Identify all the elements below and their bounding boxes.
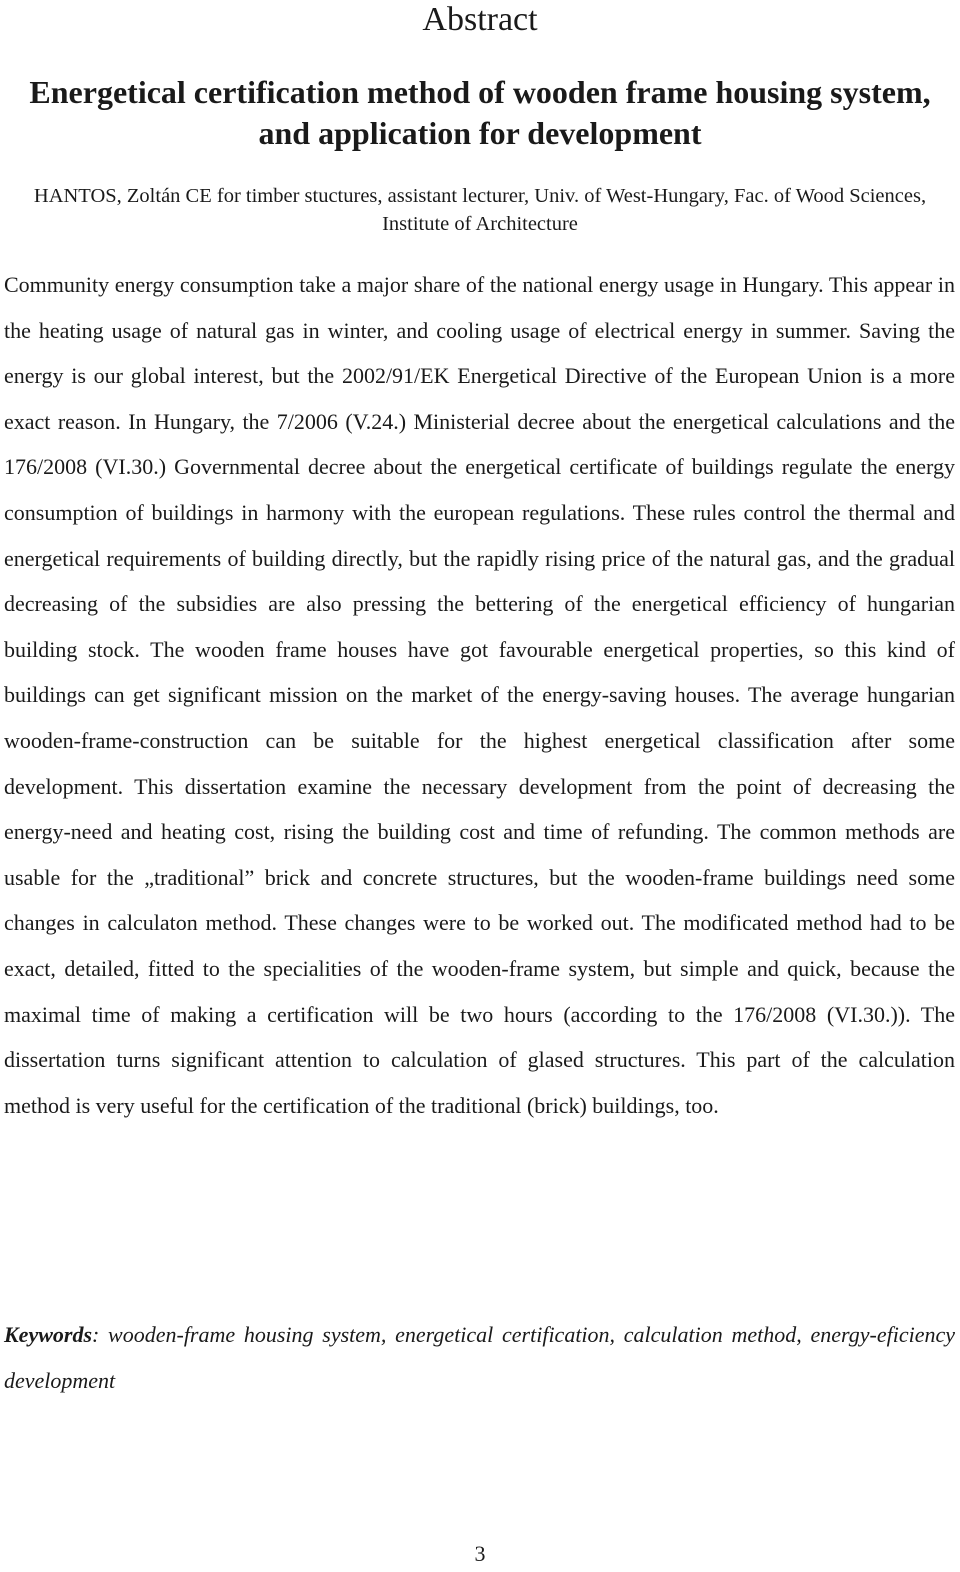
section-heading: Abstract xyxy=(422,1,538,38)
keywords xyxy=(4,1312,955,1403)
keywords-text: : wooden-frame housing system, energetical certification, calculation method, energy-eficiency development xyxy=(4,1322,955,1393)
abstract-body: Community energy consumption take a major share of the national energy usage in Hungary. This appear in the heating usage of natural gas in winter, and cooling usage of electrical energy in summer. Saving the energy is our global interest, but the 2002/91/EK Energetical Directive of the European Union is a more exact reason. In Hungary, the 7/2006 (V.24.) Ministerial decree about the energetical calculations and the 176/2008 (VI.30.) Governmental decree about the energetical certificate of buildings regulate the energy consumption of buildings in harmony with the european regulations. These rules control the thermal and energetical requirements of building directly, but the rapidly rising price of the natural gas, and the gradual decreasing of the subsidies are also pressing the bettering of the energetical efficiency of hungarian building stock. The wooden frame houses have got favourable energetical properties, so this kind of buildings can get significant mission on the market of the energy-saving houses. The average hungarian wooden-frame-construction can be suitable for the highest energetical classification after some development. This dissertation examine the necessary development from the point of decreasing the energy-need and heating cost, rising the building cost and time of refunding. The common methods are usable for the „traditional” brick and concrete structures, but the wooden-frame buildings need some changes in calculaton method. These changes were to be worked out. The modificated method had to be exact, detailed, fitted to the specialities of the wooden-frame system, but simple and quick, because the maximal time of making a certification will be two hours (according to the 176/2008 (VI.30.)). The dissertation turns significant attention to calculation of glased structures. This part of the calculation method is very useful for the certification of the traditional (brick) buildings, too. xyxy=(4,272,955,1118)
paper-title: Energetical certification method of wooden frame housing system, and application for development xyxy=(29,74,931,151)
keywords-label: Keywords xyxy=(4,1322,92,1347)
author-affiliation: HANTOS, Zoltán CE for timber stuctures, assistant lecturer, Univ. of West-Hungary, Fac. of Wood Sciences, Institute of Architecture xyxy=(33,185,927,235)
page-number: 3 xyxy=(474,1541,486,1566)
